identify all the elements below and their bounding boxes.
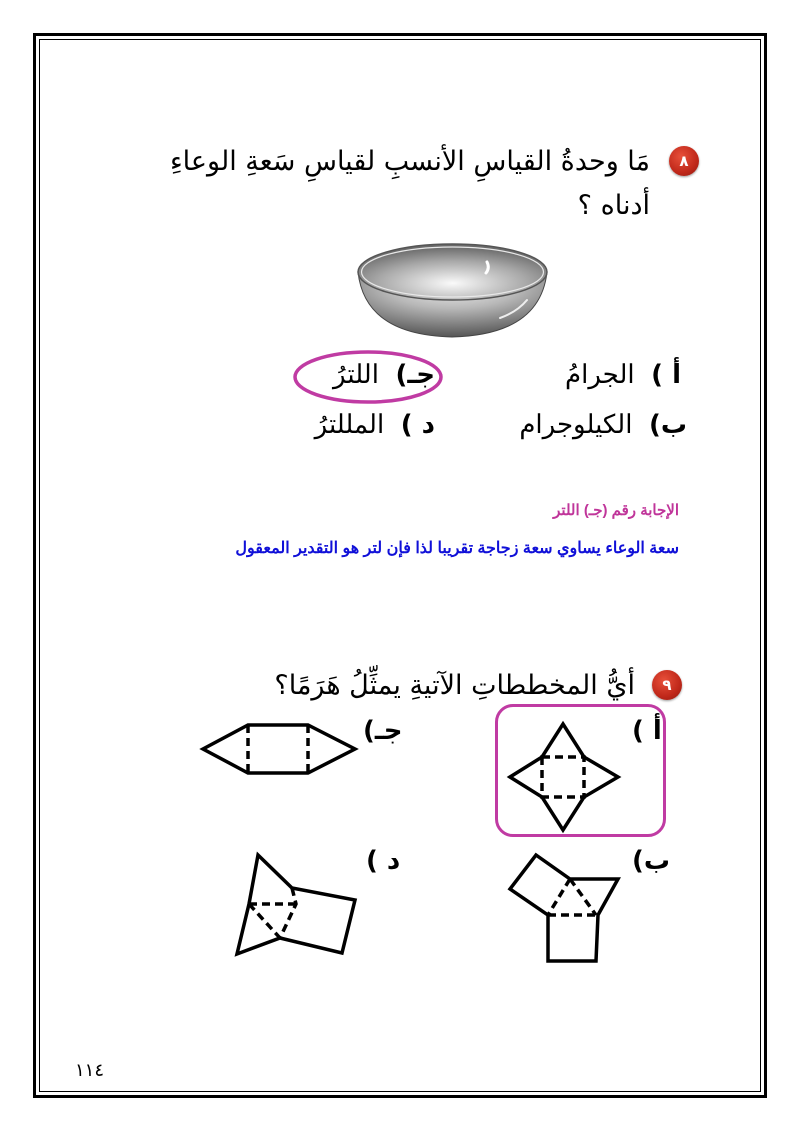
bowl-image xyxy=(355,240,550,340)
question-9-number: ٩ xyxy=(662,676,672,694)
q8-option-a-text: الجرامُ xyxy=(565,360,635,390)
net-b xyxy=(508,853,620,965)
q9-option-a-label: أ ) xyxy=(632,716,662,746)
q9-answer-box xyxy=(495,704,666,837)
q8-answer: الإجابة رقم (جـ) اللتر xyxy=(553,502,679,519)
question-9-badge xyxy=(652,670,682,700)
net-c-prism xyxy=(200,722,358,776)
q8-option-b-label: ب) xyxy=(648,410,687,440)
question-8-number: ٨ xyxy=(679,152,689,170)
question-8-line2: أدناه ؟ xyxy=(577,190,650,221)
q8-option-a-label: أ ) xyxy=(651,360,681,390)
net-d xyxy=(234,852,358,958)
page-number: ١١٤ xyxy=(75,1060,105,1081)
question-9-text: أيُّ المخططاتِ الآتيةِ يمثِّلُ هَرَمًا؟ xyxy=(274,670,635,701)
q8-option-c-label: جـ) xyxy=(395,360,435,390)
q8-option-d xyxy=(315,412,435,438)
q8-option-b-text: الكيلوجرام xyxy=(519,410,633,440)
q8-option-a xyxy=(565,362,681,388)
q8-option-d-label: د ) xyxy=(400,410,435,440)
q9-option-b-label: ب) xyxy=(632,846,671,876)
q9-option-d-label: د ) xyxy=(366,846,401,876)
q8-explanation: سعة الوعاء يساوي سعة زجاجة تقريبا لذا فإن لتر هو التقدير المعقول xyxy=(235,540,679,557)
question-8-badge xyxy=(669,146,699,176)
q8-option-b xyxy=(519,412,687,438)
q8-option-d-text: المللترُ xyxy=(314,410,385,440)
q8-answer-circle xyxy=(293,350,443,404)
q8-option-c-text: اللترُ xyxy=(333,360,379,390)
q9-option-c-label: جـ) xyxy=(363,716,403,746)
page-frame-inner xyxy=(39,39,761,1092)
question-8-line1: مَا وحدةُ القياسِ الأنسبِ لقياسِ سَعةِ الوعاءِ xyxy=(169,146,650,177)
